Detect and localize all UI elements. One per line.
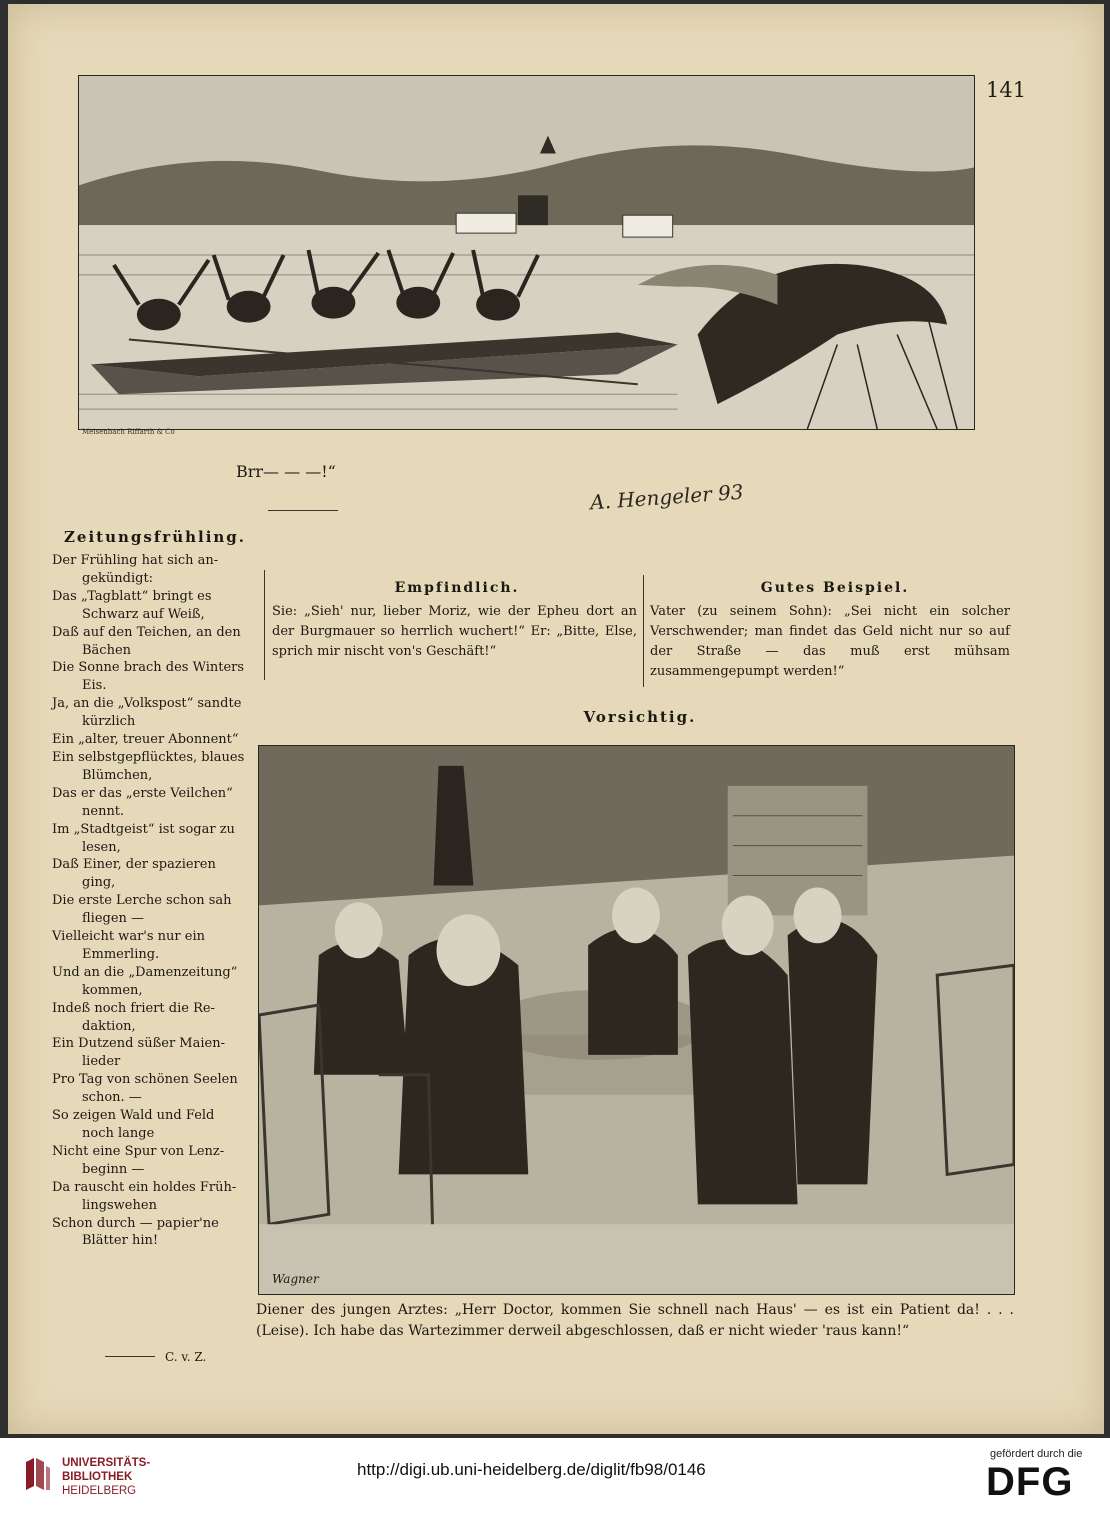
poem-line: lieder — [82, 1054, 121, 1070]
poem-line: Schwarz auf Weiß, — [82, 606, 205, 622]
tavern-scene-illustration — [258, 745, 1015, 1295]
poem-line: noch lange — [82, 1126, 155, 1141]
poem-line: Im „Stadtgeist“ ist sogar zu — [52, 821, 235, 837]
poem-line: schon. — — [82, 1090, 142, 1106]
poem-line: lingswehen — [82, 1197, 157, 1213]
poem-line: beginn — — [82, 1161, 145, 1177]
university-library-logo-icon — [22, 1454, 52, 1494]
poem-line: So zeigen Wald und Feld — [52, 1108, 215, 1124]
poem-line: Emmerling. — [82, 946, 160, 962]
empfindlich-title: Empfindlich. — [394, 580, 520, 596]
poem-signature: C. v. Z. — [165, 1350, 207, 1364]
poem-line: Indeß noch friert die Re- — [52, 1000, 215, 1016]
poem-line: Daß Einer, der spazieren — [52, 857, 216, 873]
poem-line: fliegen — — [82, 911, 145, 927]
poem-line: gekündigt: — [82, 570, 154, 586]
caption-rule — [268, 510, 338, 511]
poem-line: lesen, — [82, 839, 121, 855]
poem-line: Nicht eine Spur von Lenz- — [52, 1143, 225, 1159]
poem-line: Der Frühling hat sich an- — [52, 553, 219, 568]
poem-line: Bächen — [82, 642, 132, 658]
poem-line: Blümchen, — [82, 767, 153, 783]
poem-line: Die erste Lerche schon sah — [52, 893, 232, 909]
permalink-url[interactable]: http://digi.ub.uni-heidelberg.de/diglit/fb98/0146 — [357, 1460, 706, 1479]
poem-line: kürzlich — [82, 714, 136, 730]
funding-note: gefördert durch die — [990, 1448, 1083, 1460]
gutes-beispiel-title: Gutes Beispiel. — [760, 580, 910, 596]
poem-title: Zeitungsfrühling. — [63, 528, 247, 546]
poem-end-rule — [105, 1356, 155, 1357]
poem-line: daktion, — [82, 1018, 136, 1034]
tavern-artist-signature: Wagner — [272, 1272, 319, 1286]
poem-line: Pro Tag von schönen Seelen — [52, 1072, 238, 1088]
poem-line: kommen, — [82, 982, 143, 998]
engraver-credit: Meisenbach Riffarth & Co — [82, 428, 175, 436]
library-name — [62, 1456, 150, 1498]
poem-line: Das „Tagblatt“ bringt es — [52, 588, 212, 604]
heron-rowers-illustration — [78, 75, 975, 430]
column-divider-middle — [643, 575, 644, 687]
poem-line: Schon durch — papier'ne — [52, 1215, 219, 1231]
library-name-line2: BIBLIOTHEK — [62, 1471, 133, 1483]
poem-line: Ein Dutzend süßer Maien- — [52, 1036, 225, 1052]
artist-signature: A. Hengeler 93 — [589, 479, 745, 515]
dfg-logo: DFG — [986, 1460, 1074, 1504]
empfindlich-body: Sie: „Sieh' nur, lieber Moriz, wie der Epheu dort an der Burgmauer so herrlich wuchert!“ Er: „Bitte, Else, sprich mir nischt von's Geschäft!“ — [272, 604, 637, 659]
poem-line: Eis. — [82, 678, 107, 694]
poem-line: Das er das „erste Veilchen“ — [52, 785, 233, 801]
poem-line: Die Sonne brach des Winters — [52, 660, 245, 676]
poem-line: Daß auf den Teichen, an den — [52, 624, 241, 640]
poem-body — [52, 552, 252, 1250]
library-name-line3: HEIDELBERG — [62, 1485, 137, 1497]
poem-line: Vielleicht war's nur ein — [52, 929, 205, 945]
poem-line: nennt. — [82, 803, 125, 819]
gutes-beispiel-body: Vater (zu seinem Sohn): „Sei nicht ein solcher Verschwender; man findet das Geld nicht nur so auf der Straße — das muß erst mühsam zusammengepumpt werden!“ — [650, 604, 1010, 679]
viewer-footer — [0, 1438, 1110, 1518]
vorsichtig-title: Vorsichtig. — [583, 708, 697, 726]
vorsichtig-caption: Diener des jungen Arztes: „Herr Doctor, kommen Sie schnell nach Haus' — es ist ein Patient da! . . . (Leise). Ich habe das Wartezimmer derweil abgeschlossen, daß er nicht wieder 'raus kann!“ — [256, 1302, 1014, 1339]
poem-line: Blätter hin! — [82, 1233, 159, 1249]
poem-line: Ja, an die „Volkspost“ sandte — [52, 696, 242, 712]
poem-line: Und an die „Damenzeitung“ — [52, 964, 238, 980]
page-number: 141 — [986, 78, 1027, 102]
illustration-caption: Brr— — —!“ — [236, 462, 336, 481]
poem-line: Ein „alter, treuer Abonnent“ — [52, 732, 239, 748]
library-name-line1: UNIVERSITÄTS- — [62, 1457, 151, 1469]
poem-line: Ein selbstgepflücktes, blaues — [52, 749, 245, 765]
poem-line: Da rauscht ein holdes Früh- — [52, 1179, 237, 1195]
poem-line: ging, — [82, 875, 116, 891]
column-divider-left — [264, 570, 265, 680]
